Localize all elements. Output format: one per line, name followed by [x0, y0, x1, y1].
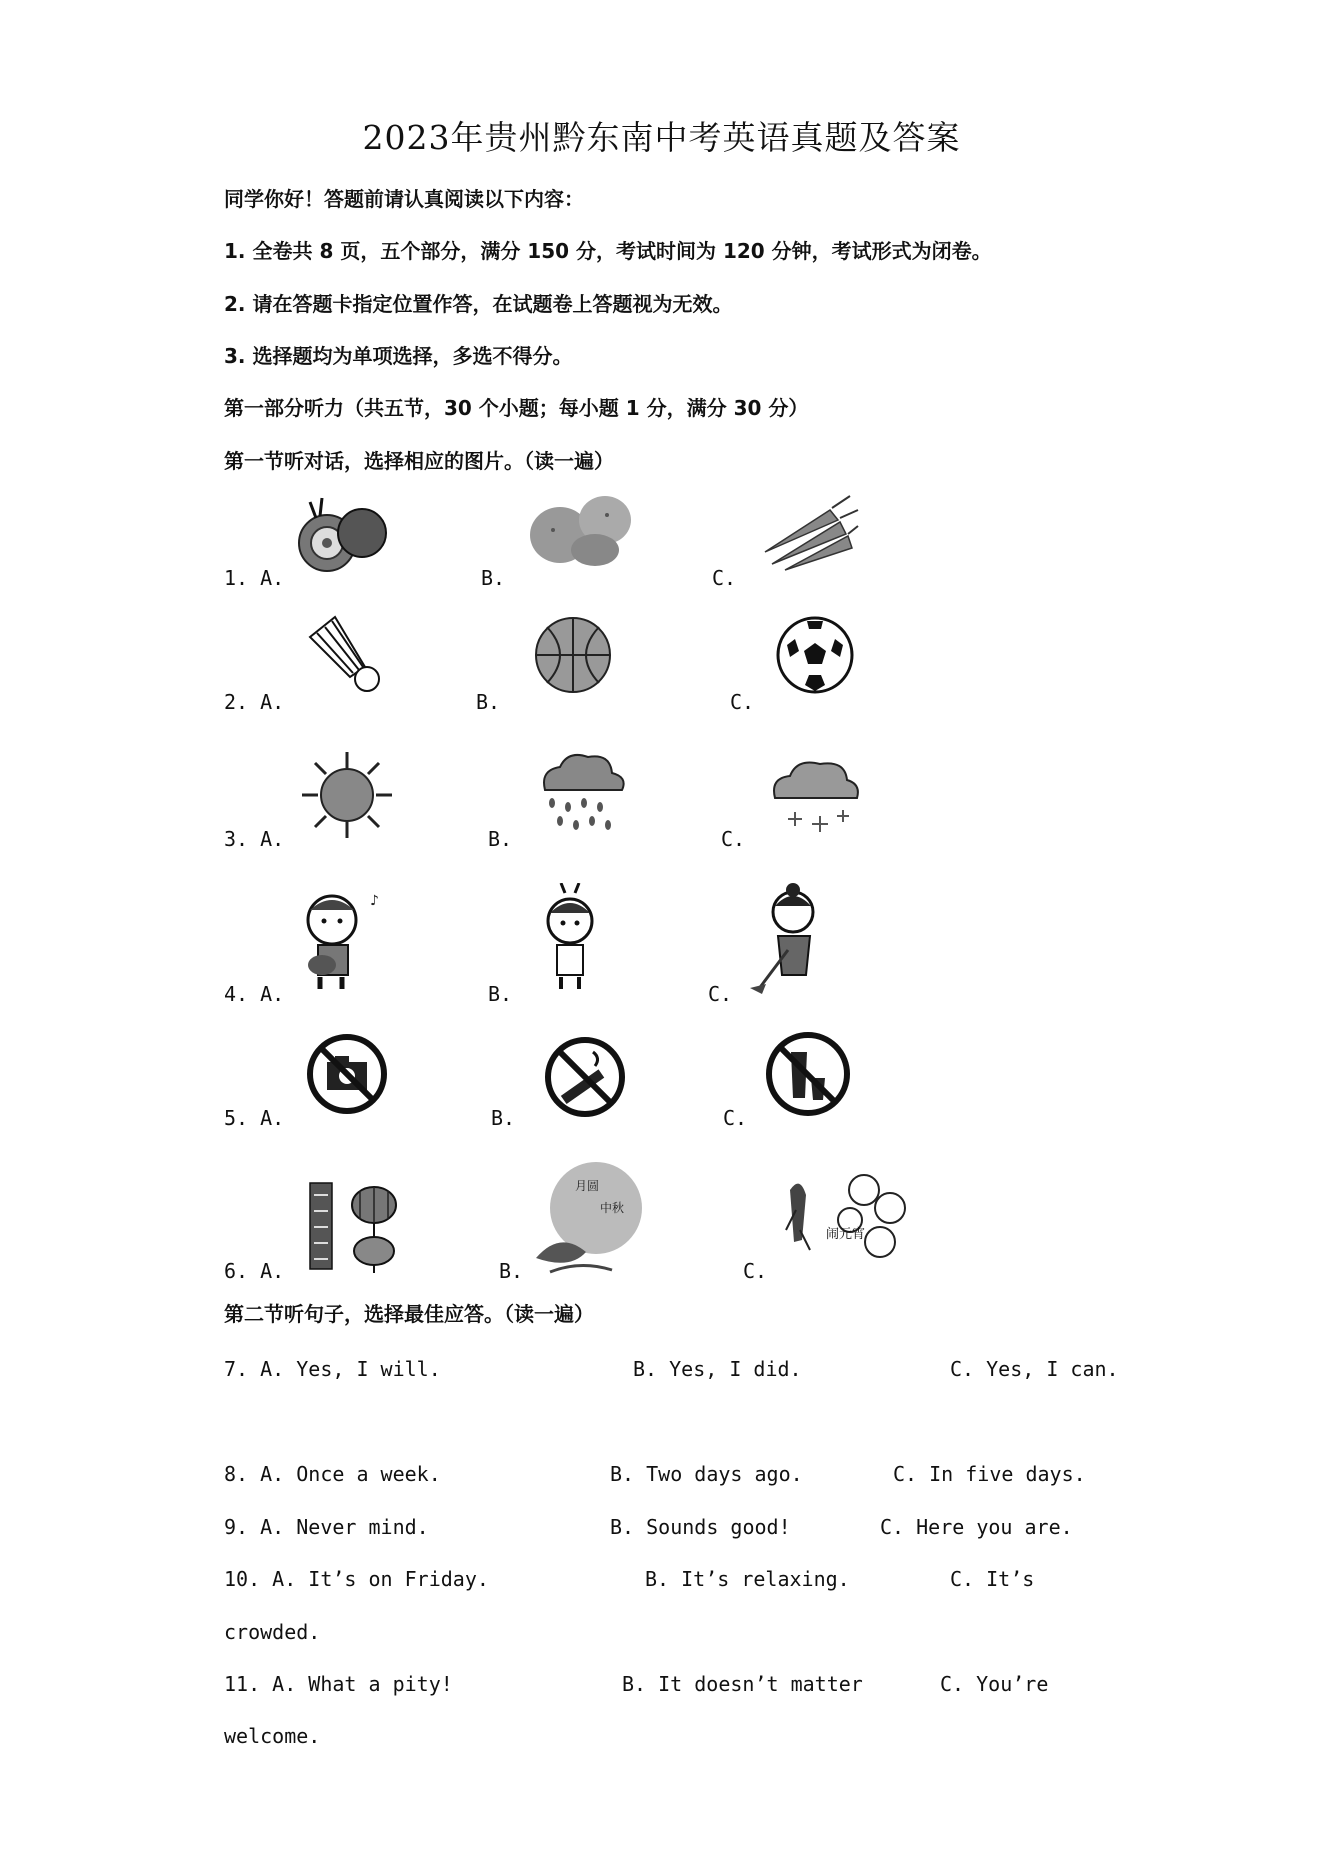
mid-autumn-text-top: 月圆 [575, 1179, 600, 1193]
basketball-icon [533, 615, 613, 695]
q1-number: 1. A. [224, 566, 285, 590]
q10-option-a: 10. A. It’s on Friday. [224, 1567, 489, 1591]
q3-option-b: B. [488, 827, 513, 851]
q4-option-b: B. [488, 982, 513, 1006]
snow-cloud-icon [765, 750, 865, 840]
q6-number: 6. A. [224, 1259, 285, 1283]
section1-heading: 第一节听对话，选择相应的图片。（读一遍） [224, 449, 614, 473]
rule-3: 3. 选择题均为单项选择，多选不得分。 [224, 344, 573, 368]
q10-option-c-continued: crowded. [224, 1620, 321, 1644]
badminton-shuttlecock-icon [305, 615, 390, 695]
q8-option-b: B. Two days ago. [610, 1462, 803, 1486]
q6-option-c: C. [743, 1259, 768, 1283]
girl-guitar-icon [292, 885, 392, 995]
part1-heading: 第一部分听力（共五节，30 个小题；每小题 1 分，满分 30 分） [224, 396, 809, 420]
q6-option-b: B. [499, 1259, 524, 1283]
q2-option-b: B. [476, 690, 501, 714]
section2-heading: 第二节听句子，选择最佳应答。（读一遍） [224, 1302, 594, 1326]
no-smoking-icon [543, 1032, 627, 1122]
svg-text:♪: ♪ [370, 893, 379, 909]
q9-option-a: 9. A. Never mind. [224, 1515, 429, 1539]
q9-option-c: C. Here you are. [880, 1515, 1073, 1539]
q5-option-c: C. [723, 1106, 748, 1130]
mid-autumn-text-bottom: 中秋 [600, 1201, 625, 1215]
spring-festival-lanterns-icon [298, 1175, 410, 1275]
no-drinks-icon [763, 1028, 853, 1120]
q10-option-c: C. It’s [950, 1567, 1035, 1591]
q10-option-b: B. It’s relaxing. [645, 1567, 850, 1591]
intro-text: 同学你好！答题前请认真阅读以下内容： [224, 187, 584, 211]
q9-option-b: B. Sounds good! [610, 1515, 791, 1539]
rain-cloud-icon [530, 745, 630, 840]
lantern-festival-text: 闹元宵 [826, 1227, 866, 1242]
lantern-festival-yuanxiao-icon [782, 1170, 917, 1270]
q8-option-c: C. In five days. [893, 1462, 1086, 1486]
rule-1: 1. 全卷共 8 页，五个部分，满分 150 分，考试时间为 120 分钟，考试形式为闭卷。 [224, 239, 992, 263]
q4-option-c: C. [708, 982, 733, 1006]
q4-number: 4. A. [224, 982, 285, 1006]
soccer-ball-icon [775, 615, 855, 695]
q5-number: 5. A. [224, 1106, 285, 1130]
mid-autumn-moon-icon [530, 1160, 650, 1278]
potatoes-icon [525, 490, 635, 570]
q11-option-c-continued: welcome. [224, 1724, 321, 1748]
q5-option-b: B. [491, 1106, 516, 1130]
q7-option-a: 7. A. Yes, I will. [224, 1357, 441, 1381]
q3-option-c: C. [721, 827, 746, 851]
girl-sweeping-icon [748, 880, 838, 995]
q11-option-c: C. You’re [940, 1672, 1049, 1696]
sun-icon [300, 750, 395, 840]
q7-option-b: B. Yes, I did. [633, 1357, 802, 1381]
q8-option-a: 8. A. Once a week. [224, 1462, 441, 1486]
page-title: 2023年贵州黔东南中考英语真题及答案 [362, 118, 961, 157]
q7-option-c: C. Yes, I can. [950, 1357, 1119, 1381]
tomatoes-icon [292, 488, 392, 578]
q3-number: 3. A. [224, 827, 285, 851]
q11-option-b: B. It doesn’t matter [622, 1672, 863, 1696]
rule-2: 2. 请在答题卡指定位置作答，在试题卷上答题视为无效。 [224, 292, 733, 316]
no-photos-icon [305, 1032, 389, 1116]
q1-option-c: C. [712, 566, 737, 590]
carrots-icon [760, 492, 860, 572]
q11-option-a: 11. A. What a pity! [224, 1672, 453, 1696]
q2-option-c: C. [730, 690, 755, 714]
girl-reading-icon [525, 883, 620, 993]
q2-number: 2. A. [224, 690, 285, 714]
q1-option-b: B. [481, 566, 506, 590]
